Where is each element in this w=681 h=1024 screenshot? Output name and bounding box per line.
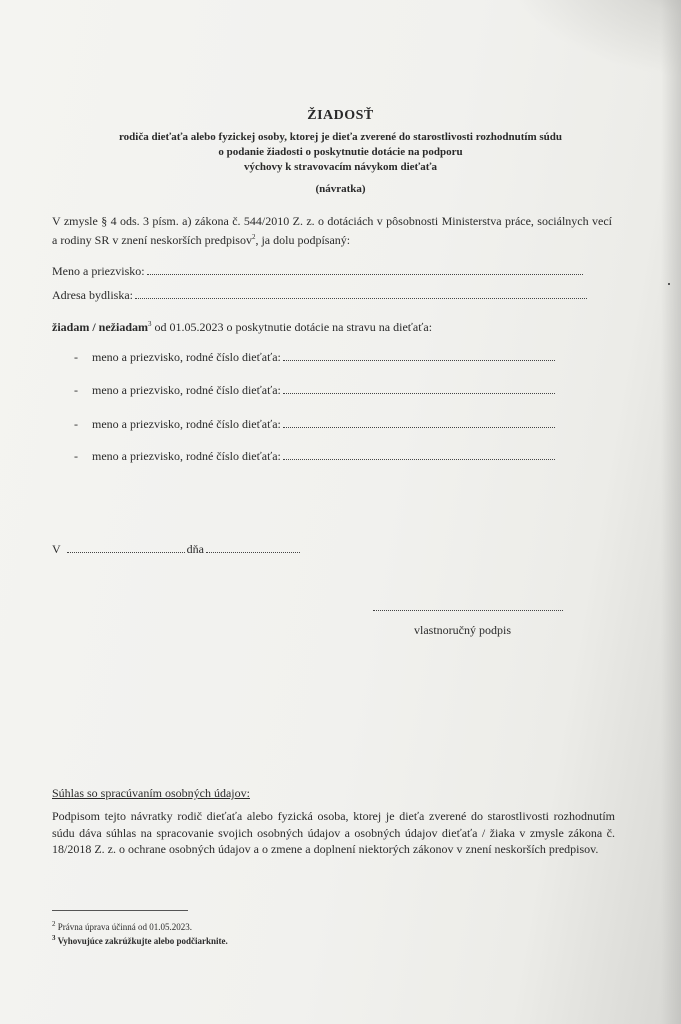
child-label: meno a priezvisko, rodné číslo dieťaťa:: [92, 383, 281, 397]
place-label: V: [52, 542, 61, 556]
navratka-label: (návratka): [315, 183, 366, 195]
place-date-line: [52, 542, 300, 557]
request-line: [52, 320, 432, 335]
place-input-line[interactable]: [67, 542, 185, 553]
footnote-3: [52, 934, 228, 946]
footnote-2: [52, 920, 192, 932]
child-row: [74, 417, 555, 432]
request-choice[interactable]: žiadam / nežiadam: [52, 320, 148, 334]
child-label: meno a priezvisko, rodné číslo dieťaťa:: [92, 417, 281, 431]
child-dash: -: [74, 449, 78, 463]
footnote-divider: [52, 910, 188, 911]
footnote-text: Vyhovujúce zakrúžkujte alebo podčiarknite.: [55, 936, 228, 946]
scan-speck: [668, 283, 670, 285]
address-label: Adresa bydliska:: [52, 288, 133, 302]
signature-label: vlastnoručný podpis: [414, 623, 511, 637]
intro-paragraph: [52, 213, 612, 248]
consent-paragraph: Podpisom tejto návratky rodič dieťaťa alebo fyzická osoba, ktorej je dieťa zverené do starostlivosti rozhodnutím súdu dáva súhlas na spracovanie svojich osobných údajov a osobných údajov dieťaťa / žiaka v zmysle zákona č. 18/2018 Z. z. o ochrane osobných údajov a o zmene a doplnení niektorých zákonov v znení neskorších predpisov.: [52, 809, 615, 856]
footnote-number: 3: [52, 934, 56, 942]
subtitle-line-1: rodiča dieťaťa alebo fyzickej osoby, ktorej je dieťa zverené do starostlivosti rozhodnutím súdu: [118, 131, 563, 143]
footnote-number: 2: [52, 920, 56, 928]
intro-text-a: V zmysle § 4 ods. 3 písm. a) zákona č. 544/2010 Z. z. o dotáciách v pôsobnosti Ministerstva práce, sociálnych vecí a rodiny SR v znení neskorších predpisov: [52, 214, 612, 247]
request-footnote-ref: 3: [148, 320, 152, 328]
signature-input-line[interactable]: [373, 610, 563, 611]
page-shadow: [501, 0, 681, 80]
consent-heading: Súhlas so spracúvaním osobných údajov:: [52, 786, 250, 800]
date-label: dňa: [186, 542, 204, 556]
request-text: od 01.05.2023 o poskytnutie dotácie na stravu na dieťaťa:: [151, 320, 433, 334]
name-label: Meno a priezvisko:: [52, 264, 145, 278]
address-input-line[interactable]: [135, 288, 587, 299]
child-input-line[interactable]: [283, 449, 555, 460]
footnote-text: Právna úprava účinná od 01.05.2023.: [55, 922, 192, 932]
child-dash: -: [74, 383, 78, 397]
child-row: [74, 383, 555, 398]
name-field: [52, 264, 583, 279]
intro-footnote-ref: 2: [251, 233, 256, 241]
name-input-line[interactable]: [147, 264, 583, 275]
document-title: ŽIADOSŤ: [307, 108, 374, 123]
intro-text-b: , ja dolu podpísaný:: [255, 233, 351, 247]
child-input-line[interactable]: [283, 383, 555, 394]
child-dash: -: [74, 417, 78, 431]
child-label: meno a priezvisko, rodné číslo dieťaťa:: [92, 350, 281, 364]
child-row: [74, 350, 555, 365]
child-label: meno a priezvisko, rodné číslo dieťaťa:: [92, 449, 281, 463]
subtitle-line-2: o podanie žiadosti o poskytnutie dotácie na podporu: [218, 146, 463, 158]
address-field: [52, 288, 587, 303]
subtitle-line-3: výchovy k stravovacím návykom dieťaťa: [244, 161, 437, 173]
child-input-line[interactable]: [283, 350, 555, 361]
child-dash: -: [74, 350, 78, 364]
date-input-line[interactable]: [206, 542, 300, 553]
child-row: [74, 449, 555, 464]
child-input-line[interactable]: [283, 417, 555, 428]
